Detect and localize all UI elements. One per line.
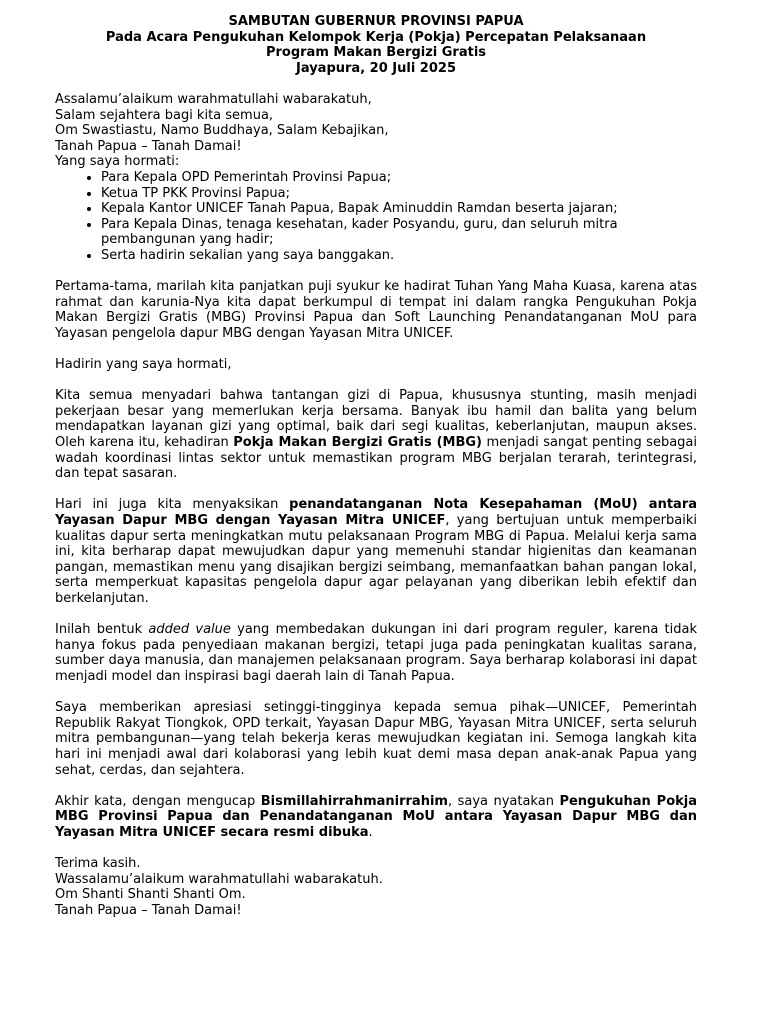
text-span: yang membedakan dukungan ini dari program reguler, karena tidak hanya fokus pada penyediaan makanan bergizi, tetapi juga pada peningkatan kualitas sarana, sumber daya manusia, dan manajemen pelaksanaan program. Saya berharap kolaborasi ini dapat menjadi model dan inspirasi bagi daerah lain di Tanah Papua. (55, 622, 697, 684)
greeting-line: Om Swastiastu, Namo Buddhaya, Salam Kebajikan, (55, 123, 389, 139)
closing-line: Tanah Papua – Tanah Damai! (55, 902, 242, 918)
closing (55, 856, 697, 918)
greeting-line: Salam sejahtera bagi kita semua, (55, 107, 274, 123)
greetings (55, 92, 697, 170)
paragraph-appreciation: Saya memberikan apresiasi setinggi-tingginya kepada semua pihak—UNICEF, Pemerintah Republik Rakyat Tiongkok, OPD terkait, Yayasan Dapur MBG, Yayasan Mitra UNICEF, serta seluruh mitra pembangunan—yang telah bekerja keras mewujudkan kegiatan ini. Semoga langkah kita hari ini menjadi awal dari kolaborasi yang lebih kuat demi masa depan anak-anak Papua yang sehat, cerdas, dan sejahtera. (55, 700, 697, 778)
bold-text: penandatanganan Nota Kesepahaman (MoU) antara Yayasan Dapur MBG dengan Yayasan Mitra UNICEF (55, 497, 698, 528)
spacer (55, 373, 697, 389)
greeting-line: Assalamu’alaikum warahmatullahi wabarakatuh, (55, 91, 372, 107)
text-span: menjadi sangat penting sebagai wadah koordinasi lintas sektor untuk memastikan program MBG berjalan terarah, terintegrasi, dan tepat sasaran. (55, 435, 697, 482)
document-page (55, 14, 697, 918)
text-span: Hari ini juga kita menyaksikan (55, 497, 290, 513)
spacer (55, 778, 697, 794)
closing-line: Terima kasih. (55, 856, 141, 872)
spacer (55, 341, 697, 357)
text-span: Akhir kata, dengan mengucap (55, 793, 261, 809)
italic-text: added value (148, 622, 231, 638)
bold-text: Bismillahirrahmanirrahim (260, 793, 448, 809)
paragraph-added-value (55, 622, 697, 684)
list-item: • Ketua TP PKK Provinsi Papua; (101, 186, 697, 202)
spacer (55, 76, 697, 92)
paragraph-opening: Pertama-tama, marilah kita panjatkan puji syukur ke hadirat Tuhan Yang Maha Kuasa, karena atas rahmat dan karunia-Nya kita dapat berkumpul di tempat ini dalam rangka Pengukuhan Pokja Makan Bergizi Gratis (MBG) Provinsi Papua dan Soft Launching Penandatanganan MoU para Yayasan pengelola dapur MBG dengan Yayasan Mitra UNICEF. (55, 279, 697, 341)
document-heading (55, 14, 697, 76)
document-title: SAMBUTAN GUBERNUR PROVINSI PAPUA (228, 14, 524, 29)
text-span: Kita semua menyadari bahwa tantangan gizi di Papua, khususnya stunting, masih menjadi pekerjaan besar yang memerlukan kerja bersama. Banyak ibu hamil dan balita yang belum mendapatkan layanan gizi yang optimal, baik dari segi kualitas, keberlanjutan, maupun akses. Oleh karena itu, kehadiran (55, 388, 697, 451)
text-span: . (368, 824, 373, 840)
text-span: Inilah bentuk (55, 622, 149, 638)
list-item: • Para Kepala Dinas, tenaga kesehatan, kader Posyandu, guru, dan seluruh mitra pembangunan yang hadir; (101, 217, 697, 248)
greeting-line: Tanah Papua – Tanah Damai! (55, 138, 242, 154)
list-item: • Para Kepala OPD Pemerintah Provinsi Papua; (101, 170, 697, 186)
paragraph-address: Hadirin yang saya hormati, (55, 357, 232, 373)
spacer (55, 685, 697, 701)
text-span: , saya nyatakan (447, 793, 560, 809)
document-subtitle-line-1: Pada Acara Pengukuhan Kelompok Kerja (Pokja) Percepatan Pelaksanaan (105, 29, 647, 45)
bold-text: Pokja Makan Bergizi Gratis (MBG) (233, 435, 482, 451)
paragraph-mou (55, 497, 697, 606)
bold-text: Pengukuhan Pokja MBG Provinsi Papua dan Penandatanganan MoU antara Yayasan Dapur MBG dan Yayasan Mitra UNICEF secara resmi dibuka (55, 793, 697, 840)
list-item: • Kepala Kantor UNICEF Tanah Papua, Bapak Aminuddin Ramdan beserta jajaran; (101, 201, 697, 217)
closing-line: Wassalamu’alaikum warahmatullahi wabarakatuh. (55, 871, 383, 887)
spacer (55, 264, 697, 280)
text-span: , yang bertujuan untuk memperbaiki kualitas dapur serta meningkatkan mutu pelaksanaan Program MBG di Papua. Melalui kerja sama ini, kita berharap dapat mewujudkan dapur yang memenuhi standar higienitas dan keamanan pangan, memastikan menu yang disajikan bergizi seimbang, memanfaatkan bahan pangan lokal, serta memperkuat kapasitas pengelola dapur agar pelayanan yang diberikan lebih efektif dan berkelanjutan. (55, 513, 697, 606)
closing-line: Om Shanti Shanti Shanti Om. (55, 887, 246, 903)
document-place-date: Jayapura, 20 Juli 2025 (296, 60, 456, 76)
spacer (55, 840, 697, 856)
document-subtitle-line-2: Program Makan Bergizi Gratis (265, 45, 487, 61)
spacer (55, 482, 697, 498)
honorees-intro: Yang saya hormati: (55, 154, 180, 170)
paragraph-nutrition-challenge (55, 388, 697, 482)
honorees-list (55, 170, 697, 264)
list-item: • Serta hadirin sekalian yang saya banggakan. (101, 248, 697, 264)
paragraph-closing-statement (55, 794, 697, 841)
spacer (55, 607, 697, 623)
